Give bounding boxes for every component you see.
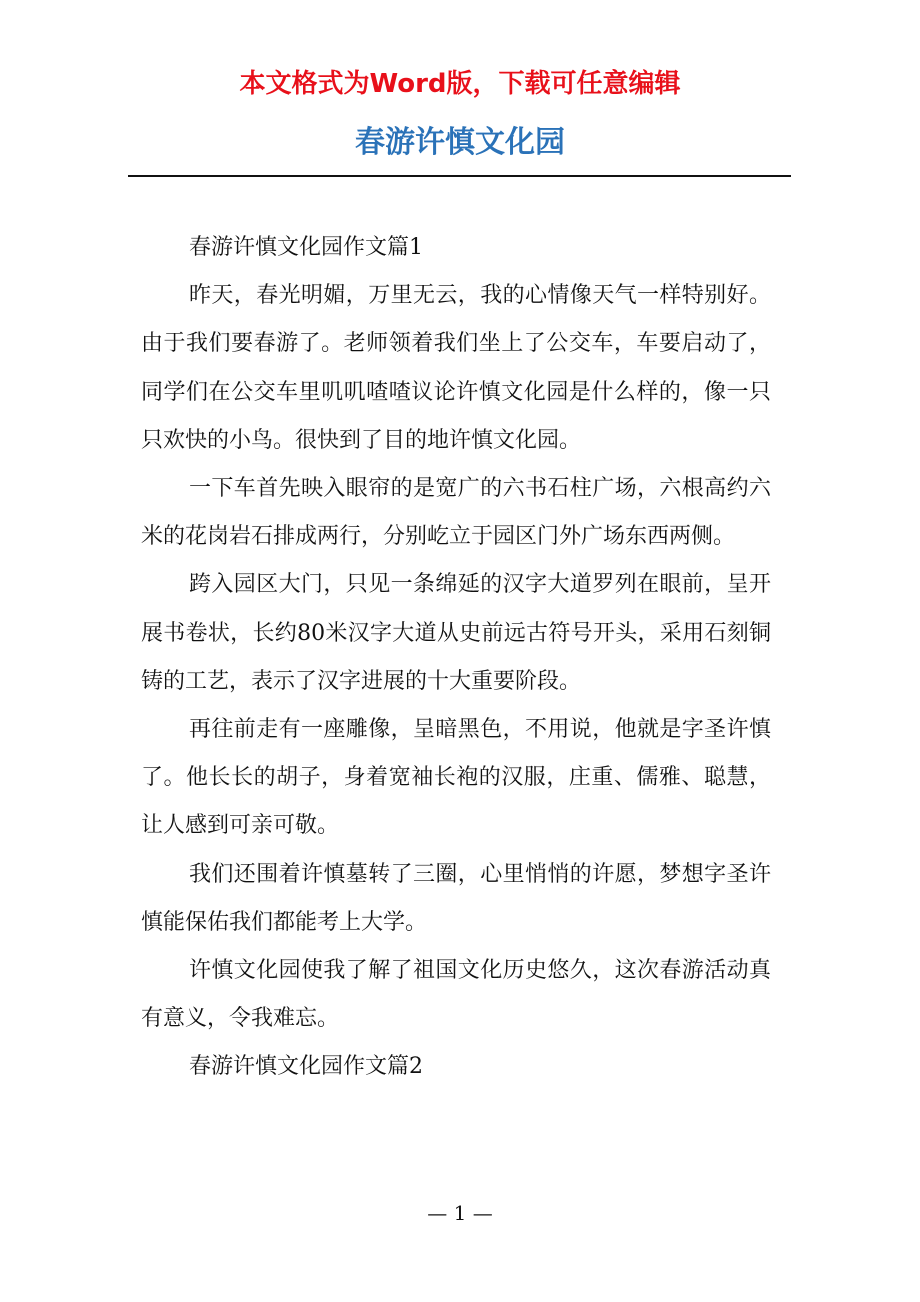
body-paragraph: 昨天，春光明媚，万里无云，我的心情像天气一样特别好。由于我们要春游了。老师领着我们坐上了公交车，车要启动了，同学们在公交车里叽叽喳喳议论许慎文化园是什么样的，像一只只欢快的小鸟。很快到了目的地许慎文化园。 <box>141 283 771 453</box>
title-divider <box>128 175 791 177</box>
section-heading-1: 春游许慎文化园作文篇1 <box>189 235 423 260</box>
section-heading-2: 春游许慎文化园作文篇2 <box>189 1054 423 1080</box>
body-paragraph: 一下车首先映入眼帘的是宽广的六书石柱广场，六根高约六米的花岗岩石排成两行，分别屹立于园区门外广场东西两侧。 <box>141 476 771 550</box>
body-paragraph: 跨入园区大门，只见一条绵延的汉字大道罗列在眼前，呈开展书卷状，长约80米汉字大道从史前远古符号开头，采用石刻铜铸的工艺，表示了汉字进展的十大重要阶段。 <box>141 572 771 694</box>
document-title: 春游许慎文化园 <box>355 125 565 160</box>
body-paragraph: 再往前走有一座雕像，呈暗黑色，不用说，他就是字圣许慎了。他长长的胡子，身着宽袖长袍的汉服，庄重、儒雅、聪慧，让人感到可亲可敬。 <box>141 717 771 839</box>
document-body <box>141 224 771 1092</box>
page-number: — 1 — <box>427 1201 493 1225</box>
body-paragraph: 许慎文化园使我了解了祖国文化历史悠久，这次春游活动真有意义，令我难忘。 <box>141 958 771 1032</box>
body-paragraph: 我们还围着许慎墓转了三圈，心里悄悄的许愿，梦想字圣许慎能保佑我们都能考上大学。 <box>141 861 771 935</box>
download-banner: 本文格式为Word版，下载可任意编辑 <box>239 69 681 99</box>
